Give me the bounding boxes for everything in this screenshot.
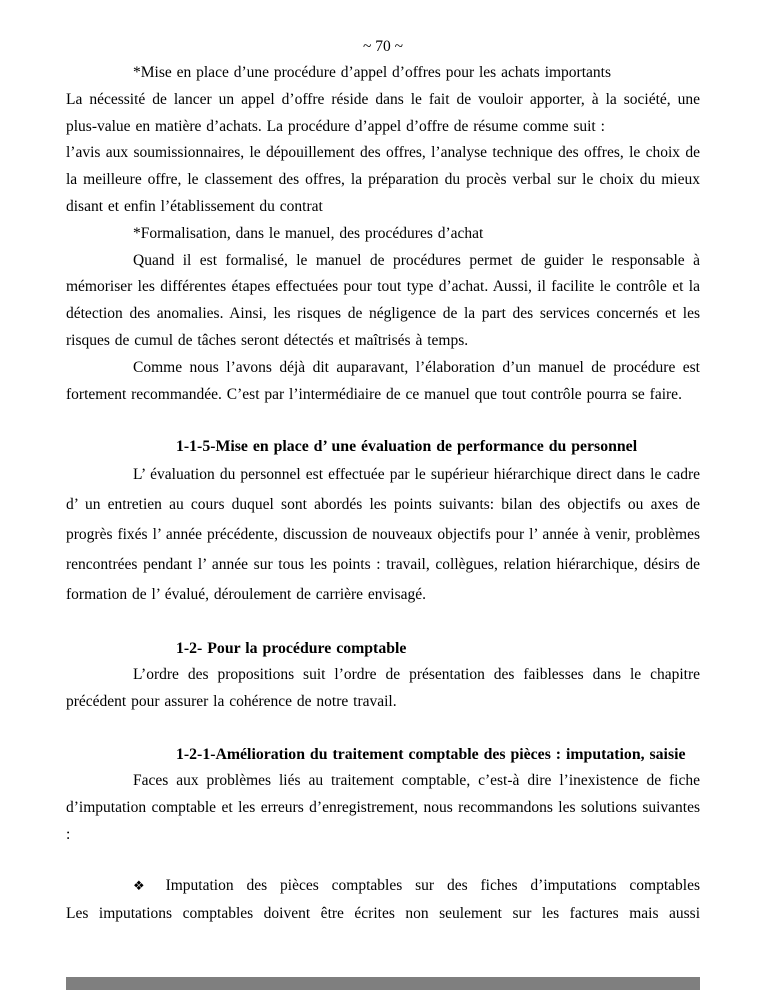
- paragraph-avis-soumissionnaires: l’avis aux soumissionnaires, le dépouillement des offres, l’analyse technique des offres, le choix de la meilleure offre, le classement des offres, la préparation du procès verbal sur le choix du mieux disant et enfin l’établissement du contrat: [66, 144, 700, 215]
- paragraph-les-imputations: Les imputations comptables doivent être écrites non seulement sur les factures mais aussi: [66, 905, 700, 923]
- paragraph-quand-formalise: Quand il est formalisé, le manuel de procédures permet de guider le responsable à mémoriser les différentes étapes effectuées pour tout type d’achat. Aussi, il facilite le contrôle et la détection des anomalies. Ainsi, les risques de négligence de la part des services concernés et les risques de cumul de tâches seront détectés et maîtrisés à temps.: [66, 251, 700, 349]
- bullet-line-imputation: [66, 873, 700, 901]
- page-number: ~ 70 ~: [362, 38, 404, 55]
- paragraph-comme-nous: Comme nous l’avons déjà dit auparavant, l’élaboration d’un manuel de procédure est fortement recommandée. C’est par l’intermédiaire de ce manuel que tout contrôle pourra se faire.: [66, 358, 700, 403]
- paragraph-evaluation-personnel: L’ évaluation du personnel est effectuée par le supérieur hiérarchique direct dans le cadre d’ un entretien au cours duquel sont abordés les points suivants: bilan des objectifs ou axes de progrès fixés l’ année précédente, discussion de nouveaux objectifs pour l’ année à venir, problèmes rencontrées pendant l’ année sur tous les points : travail, collègues, relation hiérarchique, désirs de formation de l’ évalué, déroulement de carrière envisagé.: [66, 466, 700, 604]
- heading-1-2-1-amelioration-traitement: 1-2-1-Amélioration du traitement comptable des pièces : imputation, saisie: [176, 745, 686, 763]
- paragraph-ordre-propositions: L’ordre des propositions suit l’ordre de présentation des faiblesses dans le chapitre précédent pour assurer la cohérence de notre travail.: [66, 666, 700, 711]
- paragraph-mise-en-place: *Mise en place d’une procédure d’appel d’offres pour les achats importants: [133, 64, 611, 81]
- bottom-page-edge-bar: [66, 977, 700, 990]
- paragraph-formalisation: *Formalisation, dans le manuel, des procédures d’achat: [133, 224, 484, 242]
- heading-1-2-procedure-comptable: 1-2- Pour la procédure comptable: [176, 640, 407, 658]
- heading-1-1-5-evaluation-performance: 1-1-5-Mise en place d’ une évaluation de performance du personnel: [176, 438, 638, 456]
- paragraph-faces-problemes: Faces aux problèmes liés au traitement comptable, c’est-à dire l’inexistence de fiche d’imputation comptable et les erreurs d’enregistrement, nous recommandons les solutions suivantes :: [66, 771, 700, 843]
- bullet-line-text: Imputation des pièces comptables sur des fiches d’imputations comptables: [165, 877, 700, 895]
- paragraph-necessite: La nécessité de lancer un appel d’offre réside dans le fait de vouloir apporter, à la société, une plus-value en matière d’achats. La procédure d’appel d’offre de résume comme suit :: [66, 90, 700, 135]
- diamond-bullet-icon: ❖: [133, 879, 153, 895]
- page-content: [66, 33, 700, 928]
